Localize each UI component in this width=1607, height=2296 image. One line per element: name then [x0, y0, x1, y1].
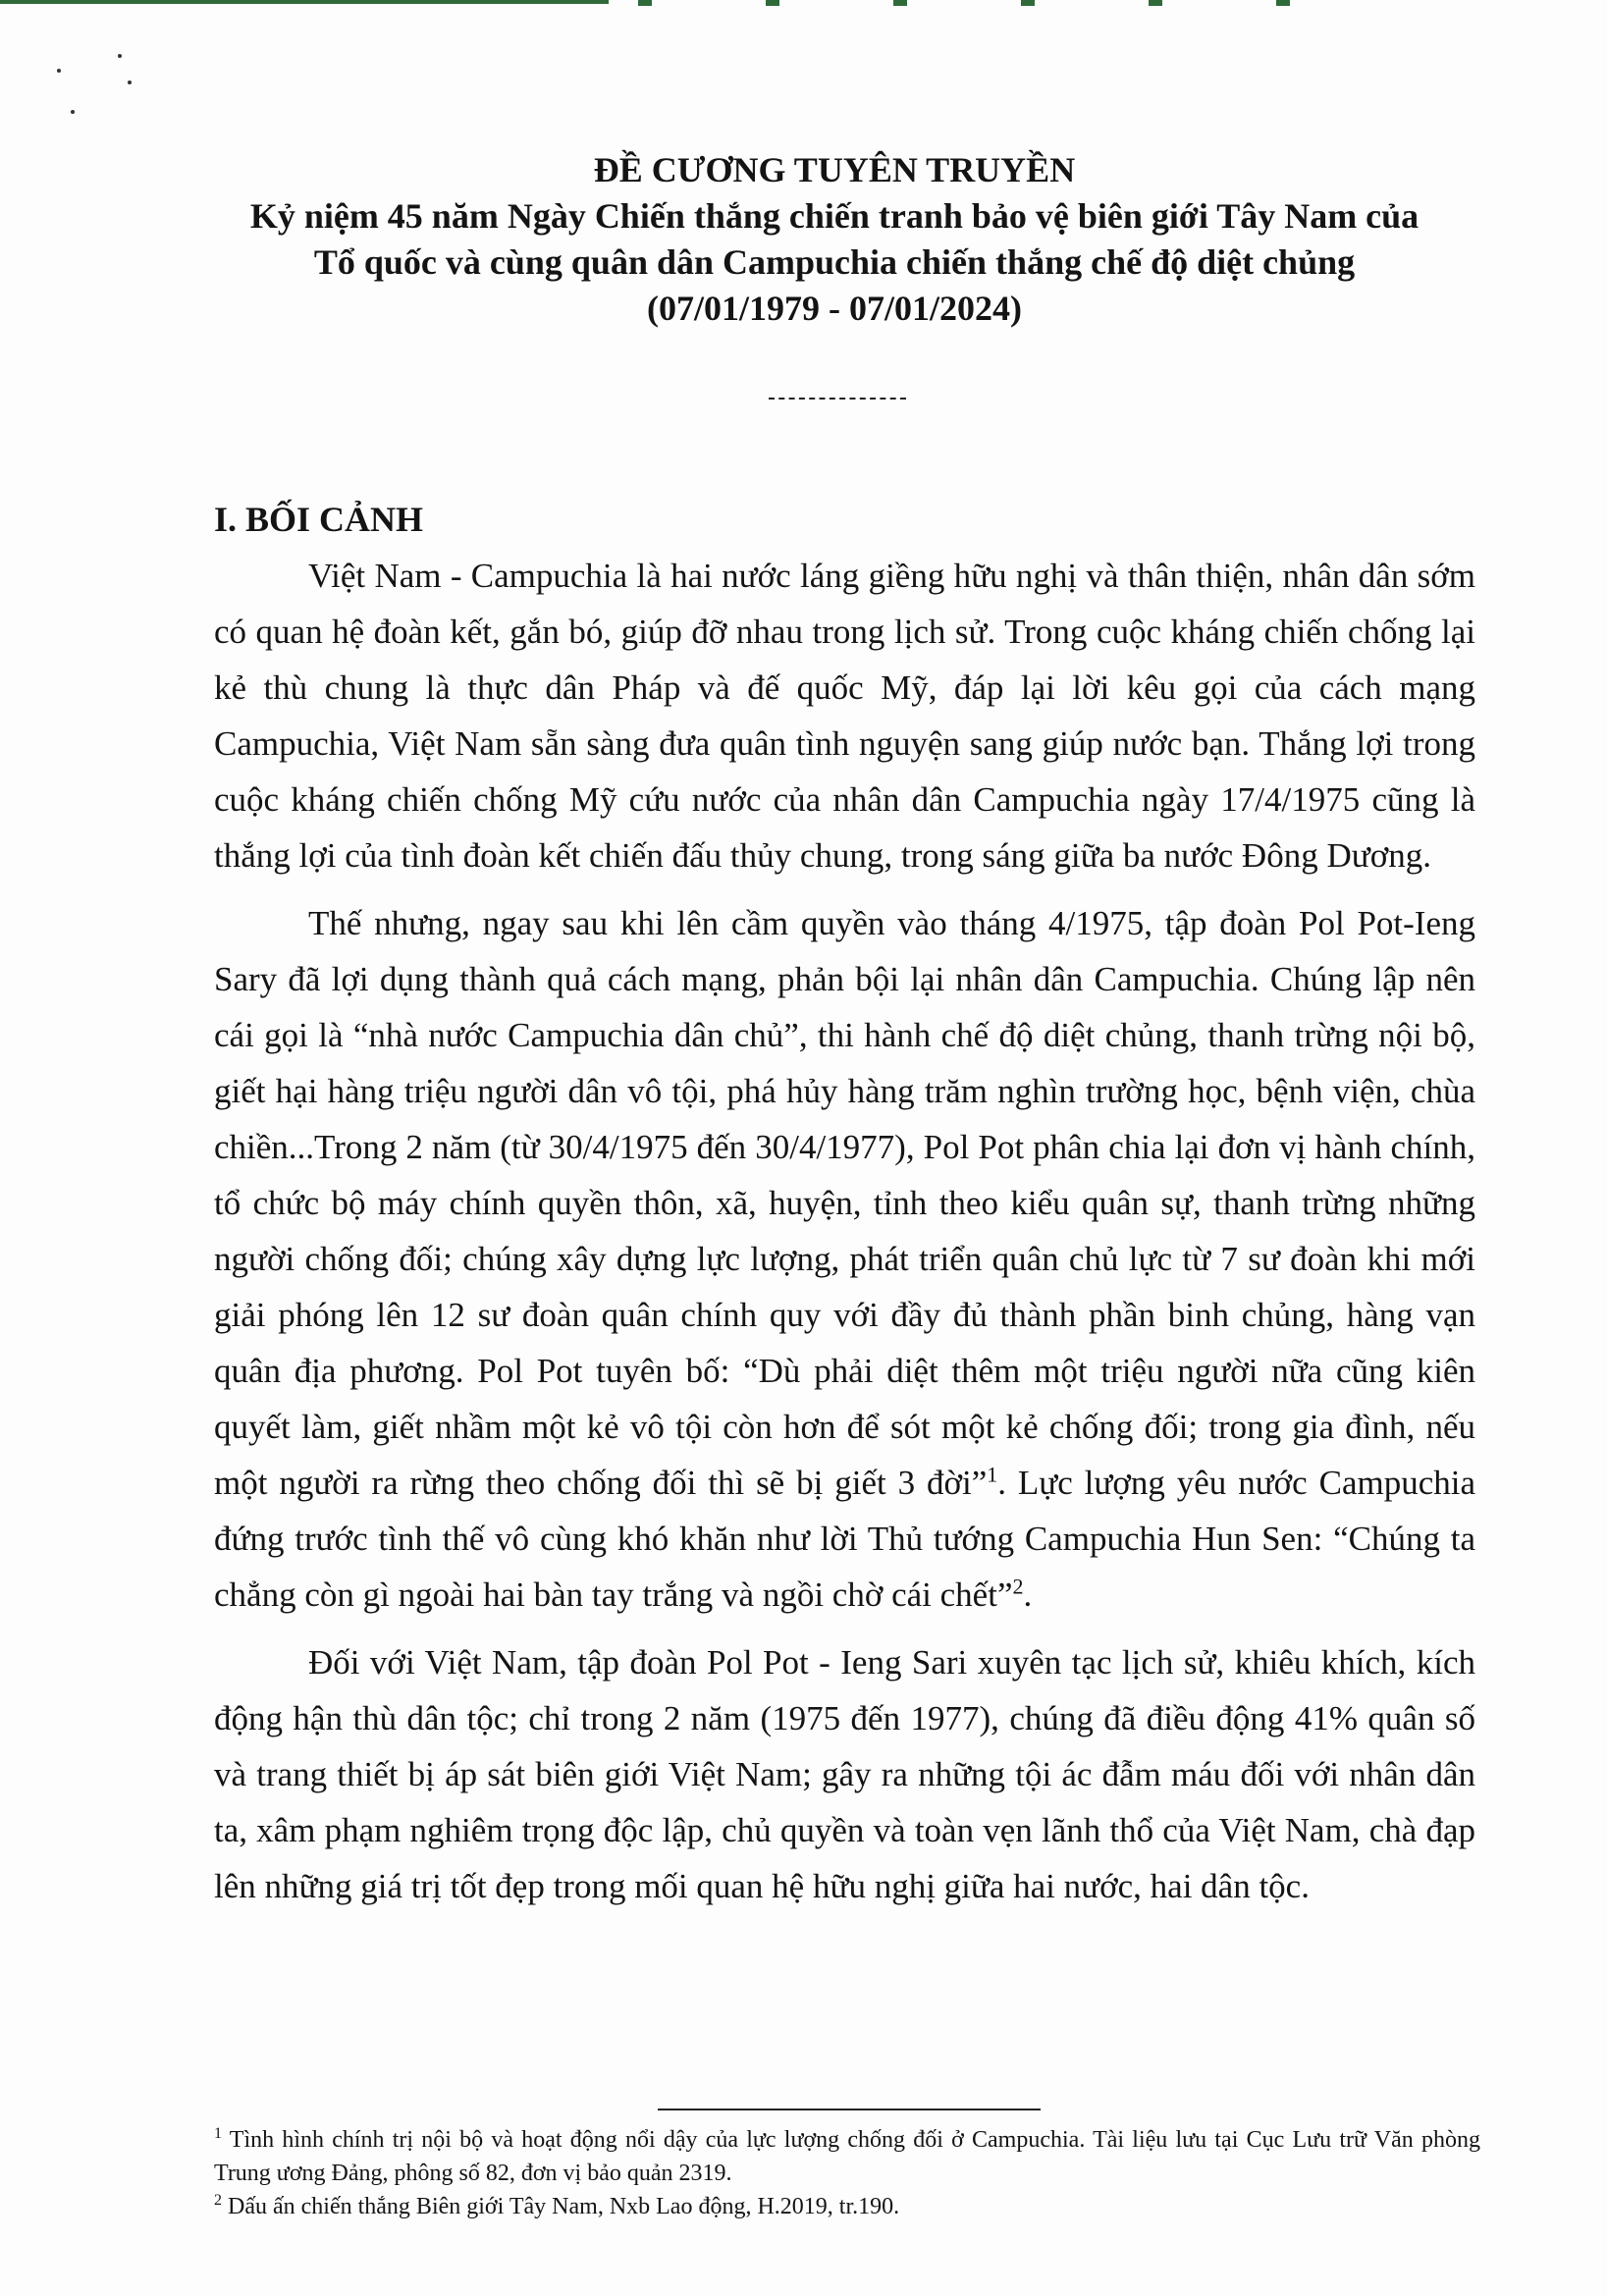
footnote-2-text: Dấu ấn chiến thắng Biên giới Tây Nam, Nxb Lao động, H.2019, tr.190.: [222, 2194, 900, 2219]
paragraph-1: Việt Nam - Campuchia là hai nước láng giềng hữu nghị và thân thiện, nhân dân sớm có quan hệ đoàn kết, gắn bó, giúp đỡ nhau trong lịch sử. Trong cuộc kháng chiến chống lại kẻ thù chung là thực dân Pháp và đế quốc Mỹ, đáp lại lời kêu gọi của cách mạng Campuchia, Việt Nam sẵn sàng đưa quân tình nguyện sang giúp nước bạn. Thắng lợi trong cuộc kháng chiến chống Mỹ cứu nước của nhân dân Campuchia ngày 17/4/1975 cũng là thắng lợi của tình đoàn kết chiến đấu thủy chung, trong sáng giữa ba nước Đông Dương.: [214, 557, 1475, 875]
document-header: [128, 147, 1541, 332]
scan-speck: [128, 80, 132, 84]
document-dates: (07/01/1979 - 07/01/2024): [647, 289, 1022, 328]
scan-edge-mark: [0, 0, 609, 4]
scan-speck: [118, 54, 122, 58]
footnote-1: [214, 2123, 1480, 2190]
footnote-mark-1: 1: [214, 2125, 222, 2142]
footnote-2: [214, 2190, 1480, 2223]
header-separator: [769, 398, 906, 400]
section-heading: I. BỐI CẢNH: [214, 500, 424, 539]
document-subtitle-line-2: Tổ quốc và cùng quân dân Campuchia chiến thắng chế độ diệt chủng: [313, 242, 1356, 282]
footnotes: [214, 2123, 1480, 2223]
section-body: [214, 491, 1475, 1926]
footnote-ref-1[interactable]: 1: [987, 1462, 998, 1487]
scan-edge-mark: [1149, 0, 1162, 6]
scan-edge-mark: [638, 0, 652, 6]
paragraph-2-text-b: . Lực lượng yêu nước Campuchia đứng trước tình thế vô cùng khó khăn như lời Thủ tướng Campuchia Hun Sen: “Chúng ta chẳng còn gì ngoài hai bàn tay trắng và ngồi chờ cái chết”: [214, 1464, 1476, 1614]
scan-edge-mark: [766, 0, 779, 6]
paragraph-2-text-c: .: [1023, 1575, 1033, 1614]
paragraph-2-text-a: Thế nhưng, ngay sau khi lên cầm quyền vào tháng 4/1975, tập đoàn Pol Pot-Ieng Sary đã lợi dụng thành quả cách mạng, phản bội lại nhân dân Campuchia. Chúng lập nên cái gọi là “nhà nước Campuchia dân chủ”, thi hành chế độ diệt chủng, thanh trừng nội bộ, giết hại hàng triệu người dân vô tội, phá hủy hàng trăm nghìn trường học, bệnh viện, chùa chiền...Trong 2 năm (từ 30/4/1975 đến 30/4/1977), Pol Pot phân chia lại đơn vị hành chính, tổ chức bộ máy chính quyền thôn, xã, huyện, tỉnh theo kiểu quân sự, thanh trừng những người chống đối; chúng xây dựng lực lượng, phát triển quân chủ lực từ 7 sư đoàn khi mới giải phóng lên 12 sư đoàn quân chính quy với đầy đủ thành phần binh chủng, hàng vạn quân địa phương. Pol Pot tuyên bố: “Dù phải diệt thêm một triệu người nữa cũng kiên quyết làm, giết nhầm một kẻ vô tội còn hơn để sót một kẻ chống đối; trong gia đình, nếu một người ra rừng theo chống đối thì sẽ bị giết 3 đời”: [214, 904, 1475, 1502]
scan-edge-mark: [1021, 0, 1035, 6]
document-subtitle-line-1: Kỷ niệm 45 năm Ngày Chiến thắng chiến tranh bảo vệ biên giới Tây Nam của: [249, 196, 1420, 236]
paragraph-2: [214, 895, 1475, 1623]
scan-edge-mark: [893, 0, 907, 6]
paragraph-3: Đối với Việt Nam, tập đoàn Pol Pot - Ieng Sari xuyên tạc lịch sử, khiêu khích, kích động hận thù dân tộc; chỉ trong 2 năm (1975 đến 1977), chúng đã điều động 41% quân số và trang thiết bị áp sát biên giới Việt Nam; gây ra những tội ác đẫm máu đối với nhân dân ta, xâm phạm nghiêm trọng độc lập, chủ quyền và toàn vẹn lãnh thổ của Việt Nam, chà đạp lên những giá trị tốt đẹp trong mối quan hệ hữu nghị giữa hai nước, hai dân tộc.: [214, 1643, 1475, 1905]
footnote-mark-2: 2: [214, 2192, 222, 2209]
document-title: ĐỀ CƯƠNG TUYÊN TRUYỀN: [593, 150, 1076, 189]
scan-edge-mark: [1276, 0, 1290, 6]
scan-speck: [57, 69, 61, 73]
footnote-1-text: Tình hình chính trị nội bộ và hoạt động nổi dậy của lực lượng chống đối ở Campuchia. Tài liệu lưu tại Cục Lưu trữ Văn phòng Trung ương Đảng, phông số 82, đơn vị bảo quản 2319.: [214, 2127, 1480, 2186]
scan-speck: [71, 110, 75, 114]
footnote-rule: [658, 2109, 1041, 2110]
footnote-ref-2[interactable]: 2: [1012, 1574, 1024, 1599]
